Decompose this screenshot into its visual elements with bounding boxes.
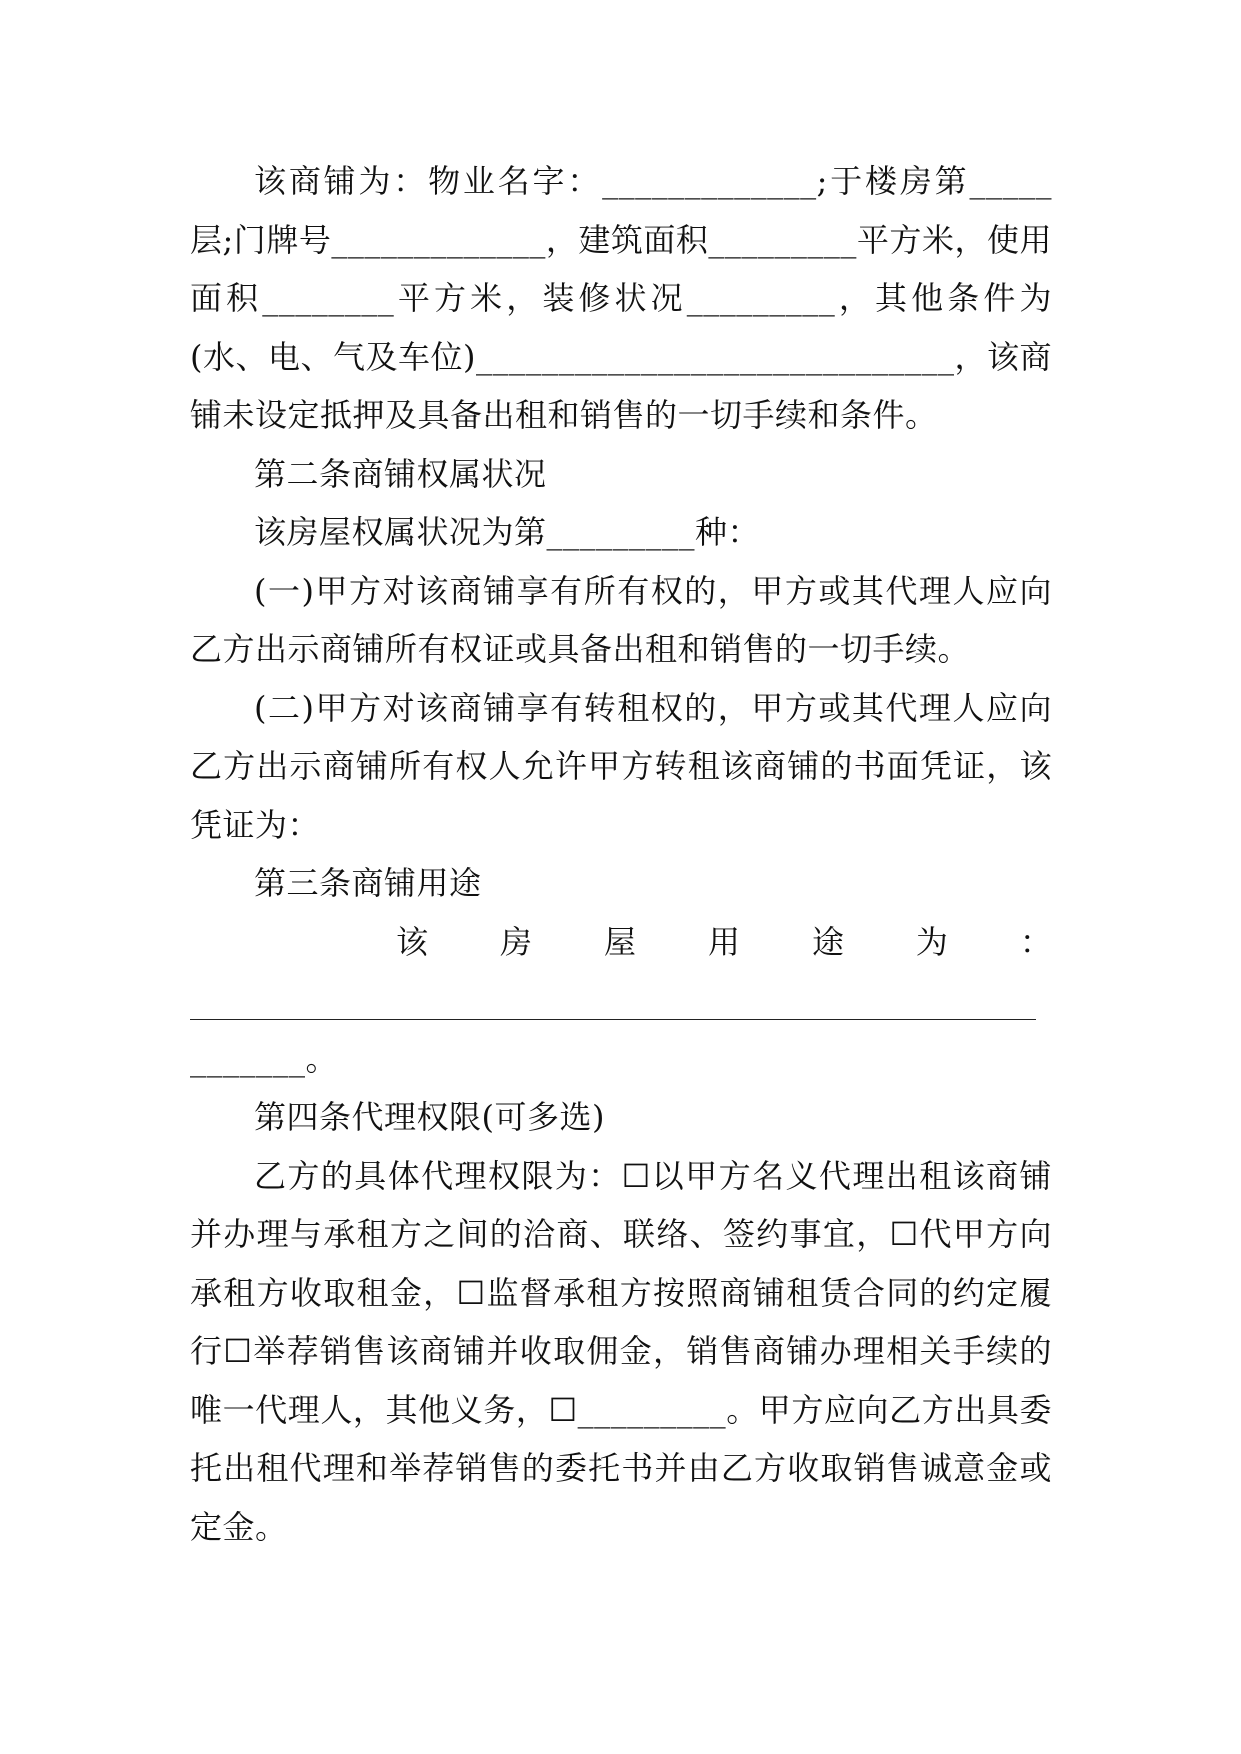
usage-blank-end: _______。 xyxy=(190,1039,339,1078)
usage-char: 途 xyxy=(811,922,844,961)
paragraph-property-details: 该商铺为：物业名字：_____________;于楼房第_____层;门牌号_____________，建筑面积_________平方米，使用面积________平方米，装修状况_________，其他条件为(水、电、气及车位)_____________________________，该商铺未设定抵押及具备出租和销售的一切手续和条件。 xyxy=(190,162,1052,434)
heading-article-4: 第四条代理权限(可多选) xyxy=(254,1098,605,1136)
heading-article-3: 第三条商铺用途 xyxy=(254,864,482,902)
usage-char: 用 xyxy=(707,922,740,961)
paragraph-ownership-option-1: (一)甲方对该商铺享有所有权的，甲方或其代理人应向乙方出示商铺所有权证或具备出租和销售的一切手续。 xyxy=(190,571,1052,668)
heading-article-2: 第二条商铺权属状况 xyxy=(254,454,547,493)
paragraph-agency-scope: 乙方的具体代理权限为：☐以甲方名义代理出租该商铺并办理与承租方之间的洽商、联络、签约事宜，☐代甲方向承租方收取租金，☐监督承租方按照商铺租赁合同的约定履行☐举荐销售该商铺并收取佣金，销售商铺办理相关手续的唯一代理人，其他义务，☐_________。甲方应向乙方出具委托出租代理和举荐销售的委托书并由乙方收取销售诚意金或定金。 xyxy=(190,1156,1052,1546)
usage-char: 屋 xyxy=(603,922,636,961)
document-page xyxy=(190,152,1052,1556)
usage-char: 该 xyxy=(396,922,429,961)
usage-line xyxy=(190,913,1052,972)
usage-blank-line xyxy=(190,971,1052,1030)
usage-char: 房 xyxy=(499,922,532,961)
paragraph-ownership-option-2: (二)甲方对该商铺享有转租权的，甲方或其代理人应向乙方出示商铺所有权人允许甲方转租该商铺的书面凭证，该凭证为： xyxy=(190,688,1052,844)
usage-char: ： xyxy=(1019,922,1052,961)
usage-char: 为 xyxy=(915,922,948,961)
paragraph-ownership-type: 该房屋权属状况为第_________种： xyxy=(254,513,761,551)
